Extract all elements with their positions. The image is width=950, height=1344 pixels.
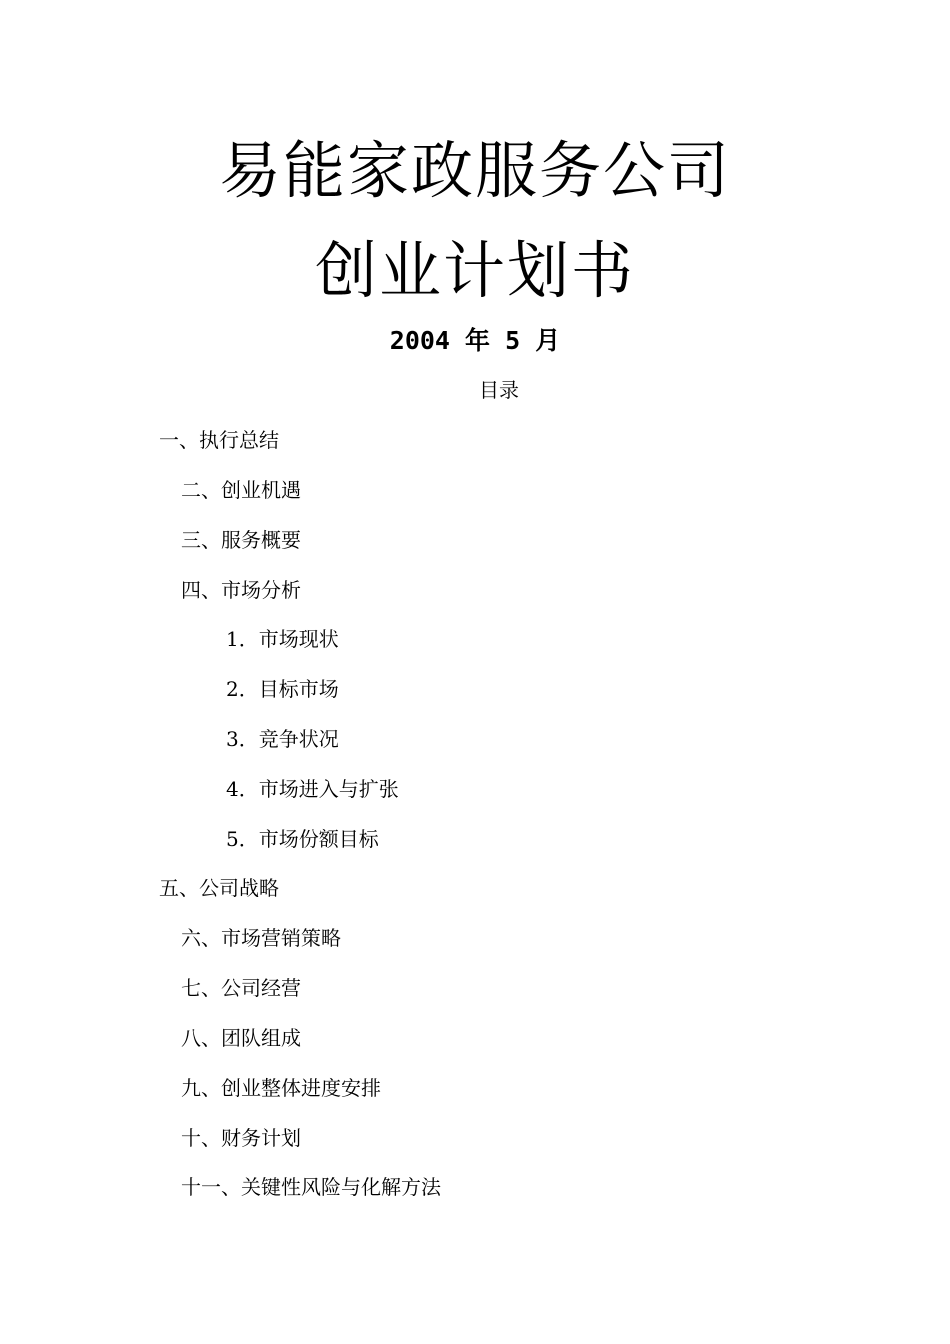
toc-item: 5．市场份额目标	[226, 827, 379, 851]
document-title-line-2: 创业计划书	[314, 234, 635, 307]
toc-item: 2．目标市场	[226, 677, 339, 701]
toc-item: 一、执行总结	[159, 428, 279, 452]
toc-item: 六、市场营销策略	[181, 926, 341, 950]
toc-item: 3．竞争状况	[226, 727, 339, 751]
toc-item: 三、服务概要	[181, 528, 301, 552]
toc-item: 十、财务计划	[181, 1126, 301, 1150]
document-title-line-1: 易能家政服务公司	[218, 134, 731, 207]
toc-item: 八、团队组成	[181, 1026, 301, 1050]
toc-item: 二、创业机遇	[181, 478, 301, 502]
toc-item: 1．市场现状	[226, 627, 339, 651]
toc-item: 4．市场进入与扩张	[226, 777, 399, 801]
toc-item: 七、公司经营	[181, 976, 301, 1000]
toc-item: 九、创业整体进度安排	[181, 1076, 381, 1100]
toc-item: 五、公司战略	[159, 876, 279, 900]
toc-item: 十一、关键性风险与化解方法	[181, 1175, 441, 1199]
toc-heading: 目录	[479, 378, 519, 402]
document-date: 2004 年 5 月	[389, 326, 561, 355]
toc-item: 四、市场分析	[181, 578, 301, 602]
